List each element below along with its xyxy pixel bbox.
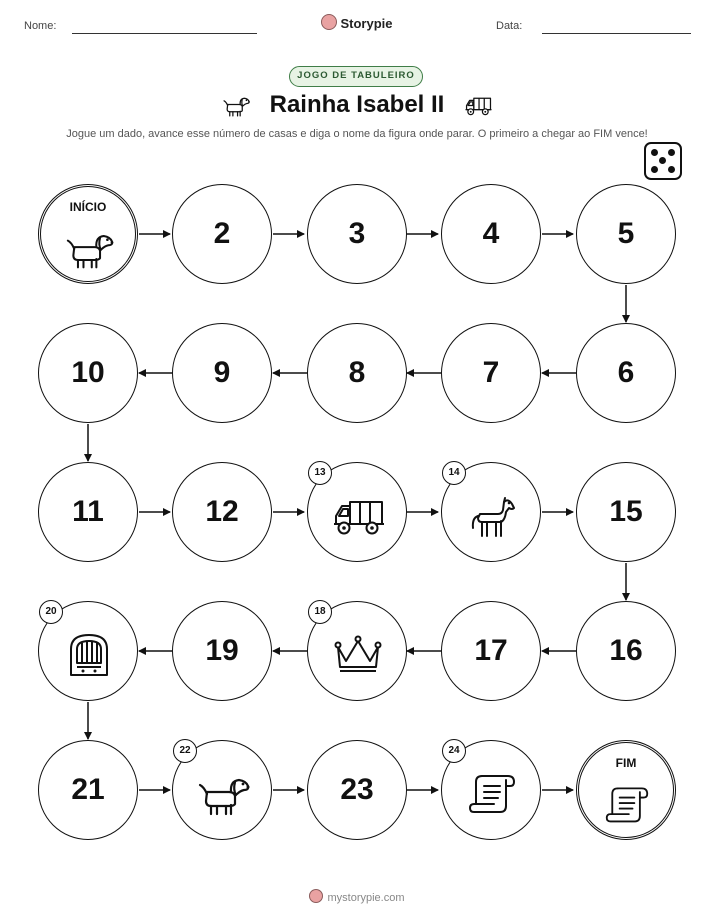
space-number: 6 (617, 356, 635, 389)
board-space-3 (307, 184, 407, 284)
space-number-badge: 14 (442, 461, 466, 485)
board-space-19 (172, 601, 272, 701)
activity-badge: JOGO DE TABULEIRO (289, 66, 423, 87)
truck-icon (330, 490, 386, 540)
space-number: 19 (205, 634, 239, 667)
board-space-5 (576, 184, 676, 284)
space-number: 11 (72, 495, 104, 528)
dog-icon (63, 225, 115, 271)
board-space-11 (38, 462, 138, 562)
space-number: 15 (609, 495, 643, 528)
board-space-12 (172, 462, 272, 562)
board-space-2 (172, 184, 272, 284)
dog-icon (195, 768, 251, 818)
storypie-logo-icon (309, 889, 323, 903)
crown-icon (330, 629, 386, 679)
space-number: 7 (482, 356, 500, 389)
finish-label: FIM (615, 756, 637, 770)
space-number-badge: 22 (173, 739, 197, 763)
space-number: 12 (205, 495, 239, 528)
radio-icon (61, 629, 117, 679)
page-title: Rainha Isabel II (269, 91, 445, 118)
space-number-badge: 18 (308, 600, 332, 624)
space-number: 8 (348, 356, 366, 389)
space-number: 4 (482, 217, 500, 250)
brand-name: Storypie (340, 16, 393, 31)
scroll-icon (601, 781, 653, 827)
space-number: 3 (348, 217, 366, 250)
space-number: 10 (71, 356, 105, 389)
instructions: Jogue um dado, avance esse número de casas e diga o nome da figura onde parar. O primeiro a chegar ao FIM vence! (66, 128, 648, 140)
board-space-21 (38, 740, 138, 840)
space-number: 21 (71, 773, 105, 806)
space-number-badge: 20 (39, 600, 63, 624)
board-space-9 (172, 323, 272, 423)
board-space-14 (441, 462, 541, 562)
board-space-7 (441, 323, 541, 423)
board-space-15 (576, 462, 676, 562)
board-space-6 (576, 323, 676, 423)
space-number: 9 (213, 356, 231, 389)
space-number: 17 (474, 634, 508, 667)
space-number: 23 (340, 773, 374, 806)
board-space-13 (307, 462, 407, 562)
board-space-8 (307, 323, 407, 423)
board-space-4 (441, 184, 541, 284)
space-number-badge: 13 (308, 461, 332, 485)
board-space-17 (441, 601, 541, 701)
board-space-24 (441, 740, 541, 840)
scroll-icon (464, 768, 520, 818)
board-space-23 (307, 740, 407, 840)
board-space-20 (38, 601, 138, 701)
space-number: 16 (609, 634, 643, 667)
space-number-badge: 24 (442, 739, 466, 763)
horse-icon (464, 490, 520, 540)
board-space-10 (38, 323, 138, 423)
space-number: 2 (213, 217, 231, 250)
board-space-22 (172, 740, 272, 840)
space-number: 5 (617, 217, 635, 250)
start-label: INÍCIO (69, 200, 107, 214)
name-label: Nome: (24, 20, 57, 32)
date-label: Data: (496, 20, 523, 32)
footer-url: mystorypie.com (327, 892, 405, 904)
board-space-finish (576, 740, 676, 840)
board-space-16 (576, 601, 676, 701)
footer (0, 889, 714, 904)
board-space-start (38, 184, 138, 284)
board-space-18 (307, 601, 407, 701)
